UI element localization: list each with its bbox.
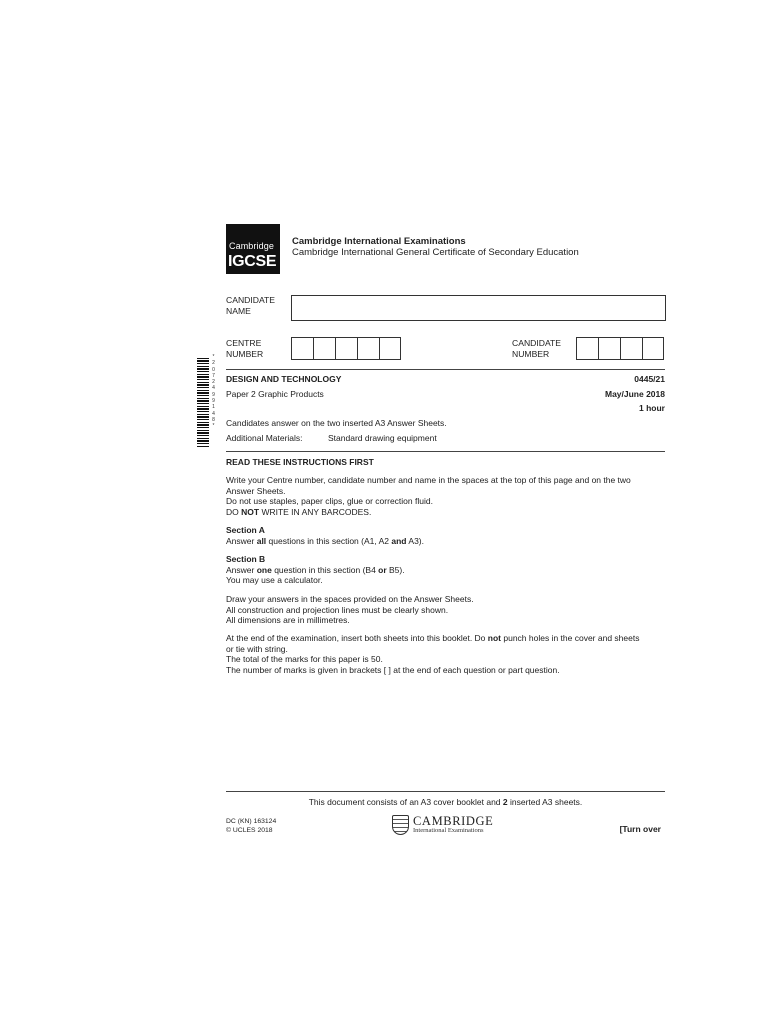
footer-ref-block [226,818,276,835]
candidate-digit-box[interactable] [598,337,620,360]
section-a-instructions [226,525,424,546]
materials-value: Standard drawing equipment [328,433,437,443]
crest-icon [392,815,409,835]
text-run-bold: 2 [502,797,508,807]
centre-number-field[interactable] [291,337,401,360]
text-run: Answer [226,535,257,546]
candidate-name-label-line-1: CANDIDATE [226,295,276,305]
instruction-line: All dimensions are in millimetres. [226,615,350,625]
text-run-bold: not [487,633,501,643]
text-run-bold: NOT [241,506,260,517]
logo-line-2: IGCSE [228,253,277,270]
barcode [197,354,218,454]
candidate-name-label [226,295,275,317]
divider-middle [226,451,665,452]
instruction-line: Answer Sheets. [226,485,286,496]
instructions-general [226,475,666,517]
barcode-digit: 2 [212,360,215,367]
text-run: This document consists of an A3 cover booklet and [308,797,503,807]
instruction-line: Write your Centre number, candidate number and name in the spaces at the top of this page and on the two [226,475,631,485]
logo-line-1: Cambridge [229,241,274,251]
text-run: punch holes in the cover and sheets [501,633,640,643]
text-run: question in this section (B4 [271,564,379,575]
candidate-number-label [512,338,561,360]
brand-name: CAMBRIDGE [413,814,494,828]
candidate-digit-box[interactable] [642,337,664,360]
copyright: © UCLES 2018 [226,826,273,834]
text-run-bold: all [256,535,267,546]
drawing-instructions [226,594,474,626]
turn-over: [Turn over [619,824,661,834]
instructions-heading: READ THESE INSTRUCTIONS FIRST [226,457,374,467]
brand-subtitle: International Examinations [413,827,484,834]
centre-digit-box[interactable] [291,337,313,360]
barcode-digit: 2 [212,379,215,386]
barcode-digit: 4 [212,410,215,417]
end-instructions [226,633,666,675]
qualification-name: Cambridge International General Certificate of Secondary Education [292,247,579,258]
exam-duration: 1 hour [639,403,665,413]
org-name: Cambridge International Examinations [292,236,466,247]
divider-footer [226,791,665,792]
instruction-line [226,565,405,576]
centre-digit-box[interactable] [379,337,401,360]
centre-number-label-line-2: NUMBER [226,349,264,359]
text-run: B5). [386,564,405,575]
barcode-digit: 9 [212,398,215,405]
section-a-heading: Section A [226,525,265,535]
instruction-line: The number of marks is given in brackets [ ] at the end of each question or part question. [226,664,560,675]
barcode-digit: * [212,423,215,430]
section-b-heading: Section B [226,554,266,564]
candidate-name-field[interactable] [291,295,666,321]
centre-number-label [226,338,263,360]
candidate-digit-box[interactable] [576,337,598,360]
instruction-line: Do not use staples, paper clips, glue or correction fluid. [226,496,433,506]
document-ref: DC (KN) 163124 [226,818,277,825]
text-run: DO [226,506,242,517]
igcse-logo [226,224,280,274]
instruction-line [226,633,666,644]
barcode-digit: 0 [212,366,215,373]
answer-note: Candidates answer on the two inserted A3 Answer Sheets. [226,418,447,428]
instruction-line: Draw your answers in the spaces provided on the Answer Sheets. [226,594,474,604]
text-run: At the end of the examination, insert both sheets into this booklet. Do [226,633,488,643]
candidate-number-label-line-1: CANDIDATE [512,338,562,348]
barcode-digit: 7 [212,372,215,379]
instruction-line: All construction and projection lines must be clearly shown. [226,604,449,615]
barcode-digit: 9 [212,391,215,398]
section-b-instructions [226,554,405,586]
text-run: A3). [406,535,424,546]
barcode-digit: 4 [212,385,215,392]
instruction-line: You may use a calculator. [226,575,323,585]
candidate-name-label-line-2: NAME [226,306,251,316]
instruction-line: The total of the marks for this paper is 50. [226,654,383,664]
text-run-bold: one [256,564,272,575]
text-run: WRITE IN ANY BARCODES. [259,506,372,517]
instruction-line: or tie with string. [226,643,288,654]
instruction-line [226,536,424,547]
barcode-digits [210,354,217,430]
text-run: Answer [226,564,257,575]
cambridge-logo [392,815,493,835]
exam-session: May/June 2018 [604,389,665,399]
centre-digit-box[interactable] [357,337,379,360]
instruction-line [226,507,666,518]
candidate-digit-box[interactable] [620,337,642,360]
candidate-number-field[interactable] [576,337,664,360]
barcode-bars [197,358,209,448]
text-run: inserted A3 sheets. [507,797,583,807]
barcode-digit: 1 [212,404,215,411]
centre-number-label-line-1: CENTRE [226,338,262,348]
subject-title: DESIGN AND TECHNOLOGY [226,374,342,384]
paper-title: Paper 2 Graphic Products [226,389,324,399]
materials-label: Additional Materials: [226,433,303,443]
text-run: questions in this section (A1, A2 [266,535,392,546]
document-consists-note [226,797,665,808]
candidate-number-label-line-2: NUMBER [512,349,550,359]
barcode-digit: 8 [212,416,215,423]
text-run-bold: and [391,535,407,546]
paper-code: 0445/21 [634,374,665,384]
text-run-bold: or [378,564,387,575]
centre-digit-box[interactable] [335,337,357,360]
divider-top [226,369,665,370]
barcode-digit: * [212,354,215,360]
centre-digit-box[interactable] [313,337,335,360]
